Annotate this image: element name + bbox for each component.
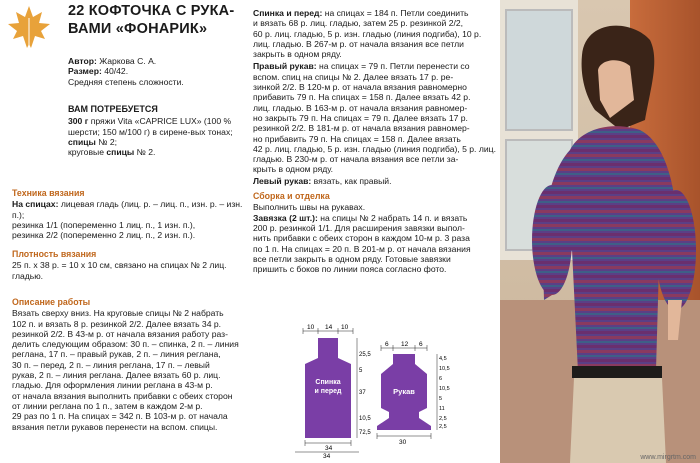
back-front-line: 60 р. лиц. гладью, 5 р. изн. гладью (линия подгиба), 10 р. <box>253 28 482 39</box>
description-line: от линии реглана по 1 п., затем в каждом 2-м р. <box>12 400 203 411</box>
materials-block <box>68 104 246 157</box>
description-line: гладью. Для оформления линии реглана в 43-м р. <box>12 380 213 391</box>
description-line: от начала вязания выполнить прибавки с обеих сторон <box>12 390 233 401</box>
model-photo <box>500 0 700 463</box>
density-heading: Плотность вязания <box>12 249 97 259</box>
dim-label: 6 <box>419 341 423 348</box>
description-line: 29 раз по 1 п. На спицах = 342 п. В 103-м р. от начала <box>12 411 228 422</box>
right-sleeve-line: резинкой 2/2. В 181-м р. от начала вязания равномер- <box>253 123 470 134</box>
title-line-1: 22 КОФТОЧКА С РУКА- <box>68 3 235 19</box>
page-title <box>68 2 248 38</box>
right-sleeve-line: 42 р. лиц. гладью, 5 р. изн. гладью (линия подгиба), 5 р. лиц. <box>253 143 496 154</box>
circular-label: спицы <box>106 147 135 158</box>
right-sleeve-line: вспом. спиц на спицы № 2. Далее вязать 17 р. ре- <box>253 71 454 82</box>
technique-line-2: резинка 1/1 (попеременно 1 лиц. п., 1 изн. п.), <box>12 219 196 230</box>
description-line: Вязать сверху вниз. На круговые спицы № 2 набрать <box>12 308 224 319</box>
yarn-text: пряжи Vita «CAPRICE LUX» (100 % шерсти; 150 м/100 г) в сирене-вых тонах; <box>68 116 233 137</box>
dim-label: 6 <box>385 341 389 348</box>
yarn-amount: 300 г <box>68 116 89 127</box>
technique-line-1: На спицах: лицевая гладь (лиц. р. – лиц. п., изн. р. – изн. п.); <box>12 199 243 220</box>
right-sleeve-line: но прибавить 79 п. На спицах = 158 п. Далее вязать <box>253 133 461 144</box>
sleeve-side-dim: 10,5 <box>439 386 450 392</box>
right-sleeve-line: зинкой 2/2. В 120-м р. от начала вязания равномерно <box>253 82 467 93</box>
sleeve-side-dim: 5 <box>439 396 443 402</box>
back-front-line: закрыть в одном ряду. <box>253 49 342 60</box>
sleeve-side-dim: 10,5 <box>439 366 450 372</box>
back-front-line: и вязать 68 р. лиц. гладью, затем 25 р. резинкой 2/2, <box>253 18 464 29</box>
sleeve-side-dim: 2,5 <box>439 416 447 422</box>
technique-section <box>12 188 248 240</box>
needles-text: № 2; <box>95 136 118 147</box>
body-bottom-dim: 34 <box>325 445 333 452</box>
body-label-1: Спинка <box>315 379 341 386</box>
sleeve-bottom-dim: 30 <box>399 439 407 446</box>
assembly-heading: Сборка и отделка <box>253 191 330 202</box>
maple-leaf-icon <box>6 4 52 50</box>
description-line: 102 п. и вязать 8 р. резинкой 2/2. Далее вязать 34 р. <box>12 318 222 329</box>
sleeve-side-dim: 2,5 <box>439 424 447 430</box>
description-line: рукав, 2 п. – линия реглана. Далее вязать 60 р. лиц. <box>12 370 221 381</box>
right-sleeve-line: гладью. В 230-м р. от начала вязания все петли за- <box>253 154 459 165</box>
right-sleeve-line: крыть в одном ряду. <box>253 164 334 175</box>
description-line: реглана, 17 п. – правый рукав, 2 п. – линия реглана, <box>12 349 221 360</box>
dim-label: 10 <box>307 324 315 331</box>
assembly-intro: Выполнить швы на рукавах. <box>253 202 366 213</box>
density-section <box>12 249 248 281</box>
right-sleeve-line-1: Правый рукав: на спицах = 79 п. Петли перенести со <box>253 61 470 72</box>
difficulty-line: Средняя степень сложности. <box>68 76 184 87</box>
author-label: Автор: <box>68 56 97 66</box>
description-line: резинкой 2/2. В 43-м р. от начала вязания работу раз- <box>12 328 228 339</box>
back-front-line-1: Спинка и перед: на спицах = 184 п. Петли соединить <box>253 8 469 18</box>
circular-prefix: круговые <box>68 147 107 158</box>
right-sleeve-line: но закрыть 79 п. На спицах = 79 п. Далее вязать 17 р. <box>253 112 468 123</box>
body-side-dim: 37 <box>359 390 366 396</box>
needles-label: спицы <box>68 136 96 147</box>
body-label-2: и перед <box>314 388 342 395</box>
technique-line-3: резинка 2/2 (попеременно 2 лиц. п., 2 изн. п.). <box>12 230 196 241</box>
description-line: делить следующим образом: 30 п. – спинка, 2 п. – линия <box>12 339 239 350</box>
tie-line: по 1 п. На спицах = 20 п. В 201-м р. от начала вязания <box>253 243 471 254</box>
tie-line: 200 р. резинкой 1/1. Для расширения завязки выпол- <box>253 222 465 233</box>
back-front-label: Спинка и перед: <box>253 8 323 18</box>
description-heading: Описание работы <box>12 297 91 307</box>
sleeve-label: Рукав <box>393 387 415 396</box>
description-line: 30 п. – перед, 2 п. – линия реглана, 17 п. – левый <box>12 359 210 370</box>
description-section <box>12 297 248 432</box>
right-sleeve-line: лиц. гладью. В 163-м р. от начала вязания равномер- <box>253 102 468 113</box>
size-label: Размер: <box>68 66 102 77</box>
sleeve-side-dim: 4,5 <box>439 356 447 362</box>
dim-label: 14 <box>325 324 333 331</box>
materials-heading: ВАМ ПОТРЕБУЕТСЯ <box>68 104 158 114</box>
body-side-dim: 10,5 <box>359 416 371 422</box>
body-side-dim: 72,5 <box>359 430 371 436</box>
column-2 <box>253 8 498 274</box>
left-sleeve-line: Левый рукав: вязать, как правый. <box>253 175 392 186</box>
tie-line: все петли закрыть в одном ряду. Готовые завязки <box>253 253 451 264</box>
right-sleeve-label: Правый рукав: <box>253 61 317 72</box>
yarn-line <box>68 116 246 137</box>
body-side-dim: 5 <box>359 368 363 374</box>
description-line: вязания петли рукавов перенести на вспом. спицы. <box>12 421 218 432</box>
circular-text: № 2. <box>134 147 156 158</box>
sleeve-side-dim: 6 <box>439 376 443 382</box>
circular-line <box>68 147 246 157</box>
author-value: Жаркова С. А. <box>96 56 157 66</box>
tie-line: пришить с боков по линии пояса согласно фото. <box>253 264 447 275</box>
author-line <box>68 56 246 66</box>
left-sleeve-label: Левый рукав: <box>253 175 312 186</box>
right-sleeve-line: прибавить 79 п. На спицах = 158 п. Далее вязать 42 р. <box>253 92 471 103</box>
needles-line <box>68 137 246 147</box>
technique-needles-label: На спицах: <box>12 199 59 210</box>
tie-label: Завязка (2 шт.): <box>253 212 318 223</box>
body-side-dim: 25,5 <box>359 352 371 358</box>
density-text: 25 п. х 38 р. = 10 х 10 см, связано на спицах № 2 лиц. гладью. <box>12 260 227 281</box>
size-line <box>68 66 246 76</box>
tie-line-1: Завязка (2 шт.): на спицы № 2 набрать 14 п. и вязать <box>253 212 468 223</box>
tie-line: нить прибавки с обеих сторон в каждом 10-м р. 3 раза <box>253 233 470 244</box>
dim-label: 12 <box>401 341 409 348</box>
size-value: 40/42. <box>101 66 129 77</box>
sleeve-side-dim: 11 <box>439 406 445 412</box>
body-bottom-outer-dim: 34 <box>323 453 331 458</box>
watermark: www.mirgrtm.com <box>640 454 696 461</box>
title-line-2: ВАМИ «ФОНАРИК» <box>68 21 208 37</box>
technique-heading: Техника вязания <box>12 188 85 198</box>
pattern-schematic <box>285 322 497 458</box>
pattern-meta <box>68 56 246 87</box>
dim-label: 10 <box>341 324 349 331</box>
back-front-line: лиц. гладью. В 267-м р. от начала вязания все петли <box>253 38 464 49</box>
